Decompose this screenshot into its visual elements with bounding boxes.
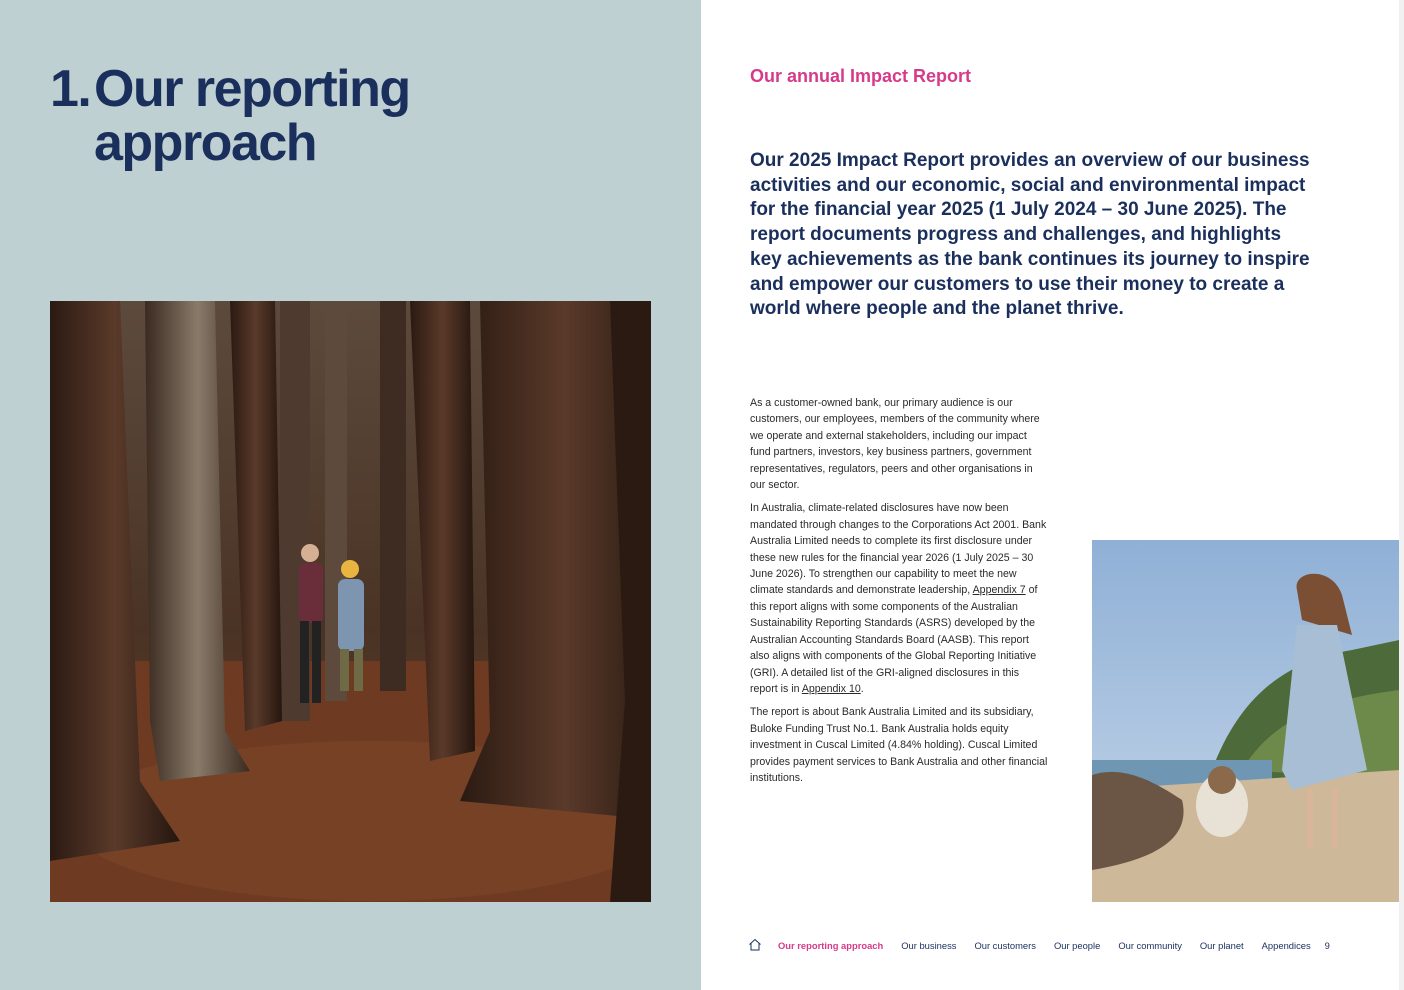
subheading: Our annual Impact Report (750, 66, 972, 86)
nav-appendices[interactable]: Appendices (1261, 939, 1311, 951)
nav-our-people[interactable]: Our people (1053, 939, 1101, 951)
nav-our-planet[interactable]: Our planet (1199, 939, 1244, 951)
nav-our-business[interactable]: Our business (901, 939, 957, 951)
section-title-text: Our reporting approach (94, 60, 410, 172)
lead-paragraph: Our 2025 Impact Report provides an overview of our business activities and our economic, social and environmental impact for the financial year 2025 (1 July 2024 – 30 June 2025). The report documents progress and challenges, and highlights key achievements as the bank continues its journey to inspire and empower our customers to use their money to create a world where people and the planet thrive. (750, 150, 1310, 320)
forest-photo (50, 301, 651, 902)
body-paragraph-3: The report is about Bank Australia Limited and its subsidiary, Buloke Funding Trust No.1. Bank Australia holds equity investment in Cuscal Limited (4.84% holding). Cuscal Limited provides payment services to Bank Australia and other financial institutions. (750, 706, 1048, 784)
page-edge (1399, 0, 1404, 990)
nav-our-reporting-approach[interactable]: Our reporting approach (778, 939, 884, 951)
nav-our-community[interactable]: Our community (1118, 939, 1182, 951)
footer-nav (748, 936, 1330, 954)
body-paragraph-2: In Australia, climate-related disclosures have now been mandated through changes to the Corporations Act 2001. Bank Australia Limited needs to complete its first disclosure under these new rules for the financial year 2026 (1 July 2025 – 30 June 2026). To strengthen our capability to meet the new climate standards and demonstrate leadership, Appendix 7 of this report aligns with some components of the Australian Sustainability Reporting Standards (ASRS) developed by the Australian Accounting Standards Board (AASB). This report also aligns with components of the Global Reporting Initiative (GRI). A detailed list of the GRI-aligned disclosures in this report is in Appendix 10. (750, 502, 1047, 695)
page-title (50, 62, 514, 170)
nav-our-customers[interactable]: Our customers (974, 939, 1036, 951)
section-number: 1. (50, 60, 91, 118)
body-paragraph-1: As a customer-owned bank, our primary audience is our customers, our employees, members of the community where we operate and external stakeholders, including our impact fund partners, investors, key business partners, government representatives, regulators, peers and other organisations in our sector. (750, 397, 1040, 492)
body-text (750, 395, 1048, 793)
appendix-7-link[interactable]: Appendix 7 (972, 584, 1026, 597)
home-icon[interactable] (748, 938, 764, 952)
appendix-10-link[interactable]: Appendix 10 (801, 682, 861, 695)
beach-photo (1092, 540, 1399, 902)
page-number: 9 (1324, 939, 1330, 951)
